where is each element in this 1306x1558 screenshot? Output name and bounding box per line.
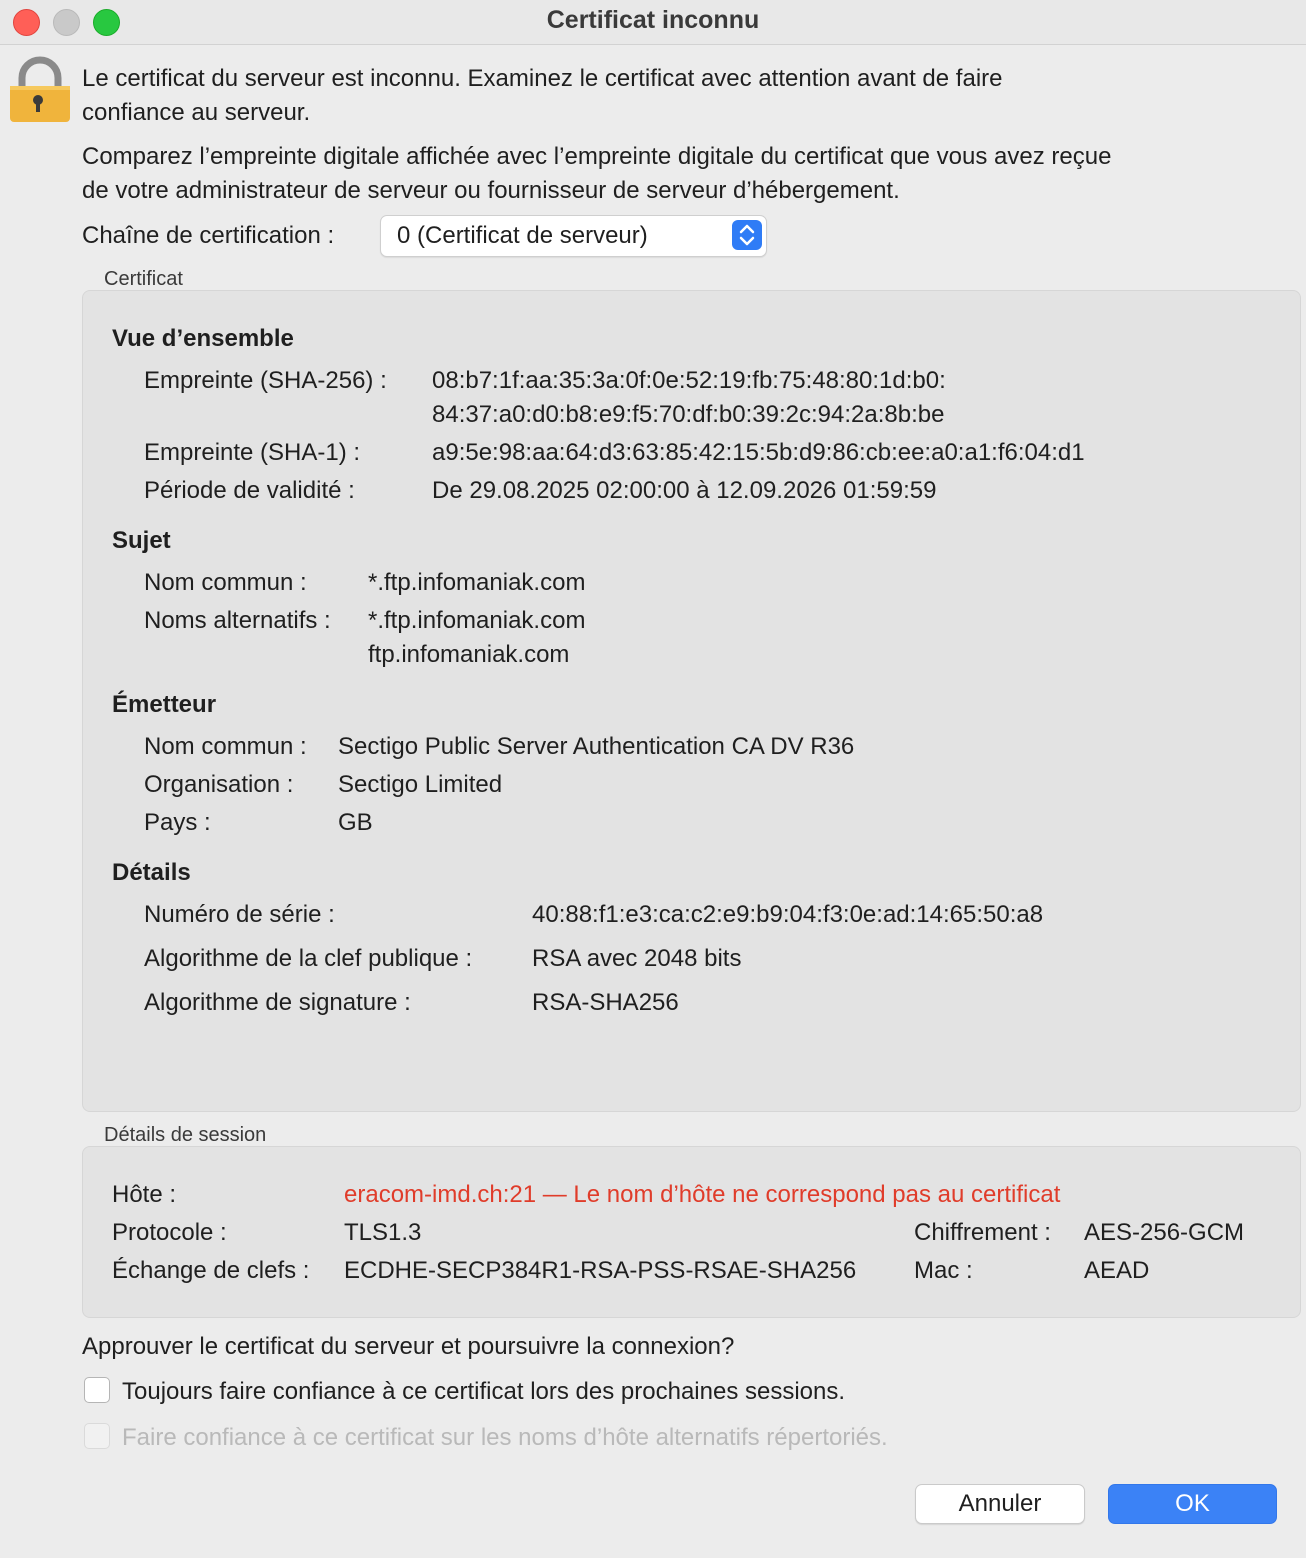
chain-select[interactable] [380,215,767,257]
issuer-country-value: GB [338,809,373,836]
kex-label: Échange de clefs : [112,1257,310,1284]
issuer-cn-value: Sectigo Public Server Authentication CA DV R36 [338,733,855,760]
subject-alt-value: ftp.infomaniak.com [368,641,570,668]
intro-text-line: de votre administrateur de serveur ou fournisseur de serveur d’hébergement. [82,177,900,204]
serial-value: 40:88:f1:e3:ca:c2:e9:b9:04:f3:0e:ad:14:65:50:a8 [532,901,1044,928]
mac-label: Mac : [914,1257,973,1284]
subject-heading: Sujet [112,527,171,554]
sha1-value: a9:5e:98:aa:64:d3:63:85:42:15:5b:d9:86:cb:ee:a0:a1:f6:04:d1 [432,439,1085,466]
issuer-country-label: Pays : [144,809,211,836]
certificate-group-label: Certificat [104,268,183,290]
issuer-org-value: Sectigo Limited [338,771,503,798]
overview-heading: Vue d’ensemble [112,325,294,352]
chain-label: Chaîne de certification : [82,222,335,249]
subject-cn-value: *.ftp.infomaniak.com [368,569,586,596]
subject-alt-label: Noms alternatifs : [144,607,331,634]
protocol-value: TLS1.3 [344,1219,422,1246]
serial-label: Numéro de série : [144,901,335,928]
window-title: Certificat inconnu [546,6,760,34]
intro-text-line: confiance au serveur. [82,99,311,126]
trust-alt-names-checkbox[interactable] [84,1423,110,1449]
subject-alt-value: *.ftp.infomaniak.com [368,607,586,634]
signature-label: Algorithme de signature : [144,989,411,1016]
host-value: eracom-imd.ch:21 — Le nom d’hôte ne correspond pas au certificat [344,1181,1061,1208]
trust-alt-names-label: Faire confiance à ce certificat sur les noms d’hôte alternatifs répertoriés. [122,1424,888,1451]
signature-value: RSA-SHA256 [532,989,679,1016]
issuer-heading: Émetteur [112,691,217,718]
cipher-label: Chiffrement : [914,1219,1051,1246]
approval-question: Approuver le certificat du serveur et poursuivre la connexion? [82,1333,735,1360]
protocol-label: Protocole : [112,1219,227,1246]
validity-value: De 29.08.2025 02:00:00 à 12.09.2026 01:59:59 [432,477,937,504]
sha256-value: 84:37:a0:d0:b8:e9:f5:70:df:b0:39:2c:94:2a:8b:be [432,401,945,428]
cipher-value: AES-256-GCM [1084,1219,1245,1246]
chain-select-value: 0 (Certificat de serveur) [397,222,648,249]
lock-icon [8,56,72,128]
intro-text-line: Le certificat du serveur est inconnu. Examinez le certificat avec attention avant de faire [82,65,1003,92]
cancel-button[interactable]: Annuler [915,1484,1085,1524]
sha1-label: Empreinte (SHA-1) : [144,439,361,466]
sha256-value: 08:b7:1f:aa:35:3a:0f:0e:52:19:fb:75:48:80:1d:b0: [432,367,946,394]
intro-text-line: Comparez l’empreinte digitale affichée avec l’empreinte digitale du certificat que vous avez reçue [82,143,1112,170]
validity-label: Période de validité : [144,477,355,504]
kex-value: ECDHE-SECP384R1-RSA-PSS-RSAE-SHA256 [344,1257,857,1284]
issuer-cn-label: Nom commun : [144,733,307,760]
host-label: Hôte : [112,1181,177,1208]
pubkey-value: RSA avec 2048 bits [532,945,742,972]
issuer-org-label: Organisation : [144,771,294,798]
title-bar [0,0,1306,45]
details-heading: Détails [112,859,191,886]
pubkey-label: Algorithme de la clef publique : [144,945,473,972]
ok-button[interactable]: OK [1108,1484,1277,1524]
always-trust-label[interactable]: Toujours faire confiance à ce certificat lors des prochaines sessions. [122,1378,846,1405]
subject-cn-label: Nom commun : [144,569,307,596]
sha256-label: Empreinte (SHA-256) : [144,367,387,394]
mac-value: AEAD [1084,1257,1150,1284]
always-trust-checkbox[interactable] [84,1377,110,1403]
chevron-up-down-icon [732,220,762,250]
session-group-label: Détails de session [104,1124,267,1146]
